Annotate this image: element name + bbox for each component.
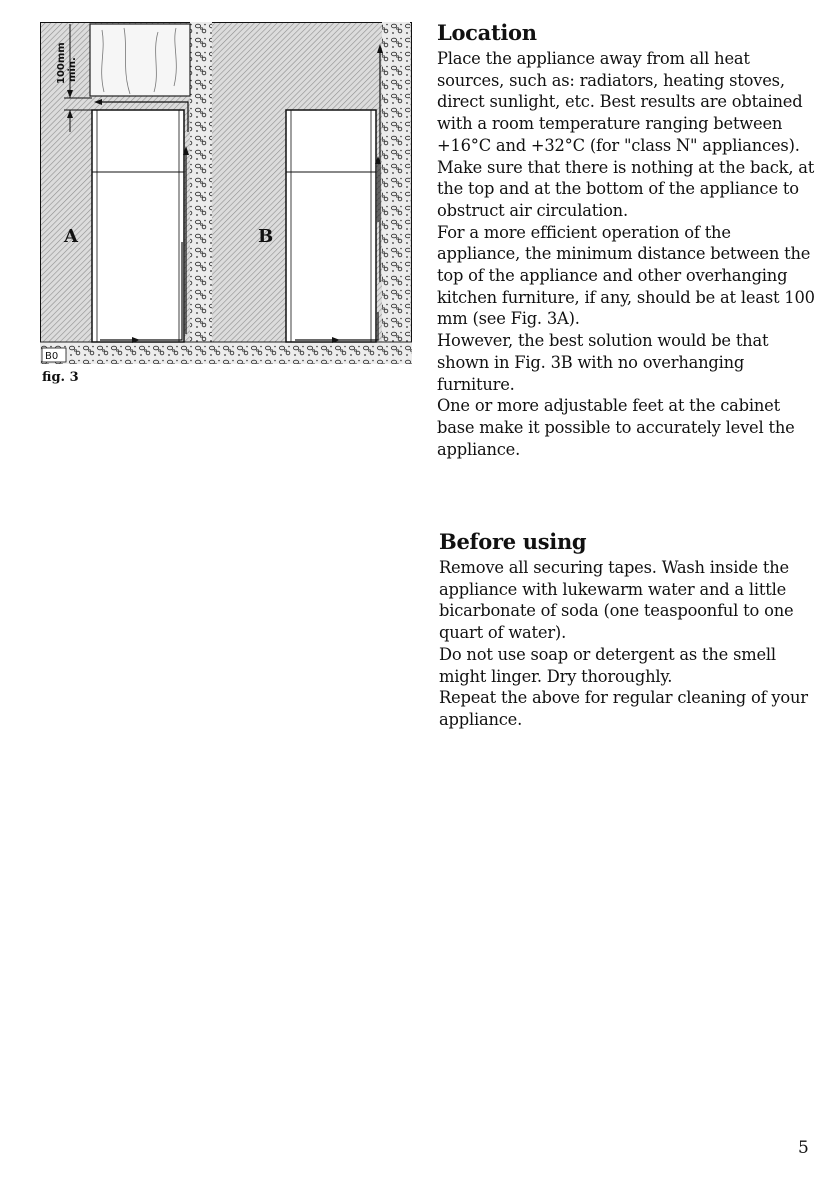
before-using-paragraph: Remove all securing tapes. Wash inside the appliance with lukewarm water and a little bicarbonate of soda (one teaspoonful to one quart of water). — [439, 558, 794, 643]
before-using-paragraph: Repeat the above for regular cleaning of your appliance. — [439, 688, 808, 729]
before-using-section — [439, 529, 819, 731]
figure-3 — [40, 22, 412, 364]
location-heading: Location — [437, 20, 537, 45]
before-using-paragraph: Do not use soap or detergent as the smell might linger. Dry thoroughly. — [439, 644, 776, 686]
figure-label-a: A — [64, 226, 78, 247]
figure-code: B0 — [45, 351, 59, 362]
location-paragraph: For a more efficient operation of the appliance, the minimum distance between the top of the appliance and other overhanging kitchen furniture, if any, should be at least 100 mm (see Fig. 3A). — [437, 222, 815, 329]
dimension-note: min. — [67, 57, 78, 82]
page-number: 5 — [798, 1138, 809, 1158]
location-paragraph: Make sure that there is nothing at the back, at the top and at the bottom of the appliance to obstruct air circulation. — [437, 157, 815, 220]
location-paragraph: However, the best solution would be that shown in Fig. 3B with no overhanging furniture. — [437, 331, 769, 394]
dimension-value: 100mm — [56, 42, 67, 84]
location-section — [437, 20, 817, 460]
location-paragraph: Place the appliance away from all heat sources, such as: radiators, heating stoves, direct sunlight, etc. Best results are obtained with a room temperature ranging between +16°C and +32°C (for "class N" appliances). — [437, 49, 803, 155]
location-paragraph: One or more adjustable feet at the cabinet base make it possible to accurately level the appliance. — [437, 396, 795, 459]
figure-label-b: B — [258, 226, 274, 247]
figure-caption: fig. 3 — [42, 370, 79, 385]
before-using-heading: Before using — [439, 529, 587, 554]
